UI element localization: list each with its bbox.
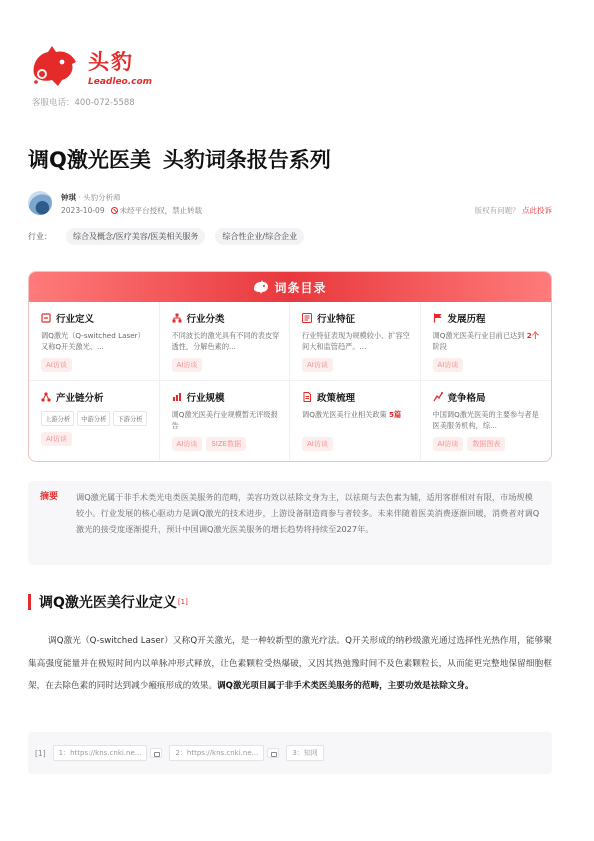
definition-paragraph [28,630,552,698]
publish-info [61,205,202,216]
ai-interview-chip[interactable]: AI访谈 [172,437,203,451]
industry-tag[interactable]: 综合性企业/综合企业 [215,228,304,245]
policy-icon [302,392,312,402]
abstract-box [28,481,552,565]
catalog-item-policy[interactable] [290,381,421,460]
reference-item[interactable] [286,745,323,761]
industry-tags [28,227,304,245]
catalog-item-industry-chain[interactable] [29,381,160,460]
page-title [28,144,331,174]
catalog-item-desc: 不同波长的激光具有不同的表皮穿透性，分解色素的... [171,331,280,351]
definition-icon [41,313,51,323]
scale-chart-icon [172,392,182,402]
reference-link[interactable]: 1：https://kns.cnki.ne... [53,745,148,761]
catalog-item-title: 行业定义 [56,314,95,325]
reference-item[interactable] [169,745,279,761]
publish-date: 2023-10-09 [61,206,105,215]
catalog-item-features[interactable] [290,302,421,381]
upstream-tag[interactable]: 上游分析 [41,411,74,426]
open-link-icon[interactable] [267,748,279,758]
entry-catalog [28,271,552,462]
author-role: · 头豹分析师 [78,193,121,202]
feature-icon [302,313,312,323]
history-desc-suffix: 阶段 [432,341,447,351]
copyright-notice [475,205,552,216]
ai-interview-chip[interactable]: AI访谈 [41,358,72,372]
catalog-title: 词条目录 [274,280,327,295]
classification-icon [172,313,182,323]
ai-interview-chip[interactable]: AI访谈 [433,437,464,451]
policy-desc-text: 调Q激光医美行业相关政策 [302,410,390,419]
catalog-item-title: 竞争格局 [447,393,486,404]
catalog-item-desc: 中国调Q激光医美的主要参与者是医美服务机构，综... [432,410,539,430]
catalog-item-title: 政策梳理 [317,393,356,404]
competition-icon [433,392,443,402]
reference-link[interactable]: 2：https://kns.cnki.ne... [169,745,264,761]
catalog-header [29,272,551,302]
open-link-icon[interactable] [150,748,162,758]
ai-interview-chip[interactable]: AI访谈 [302,358,333,372]
ai-interview-chip[interactable]: AI访谈 [41,432,72,446]
reference-item[interactable] [53,745,163,761]
catalog-item-desc [433,331,544,352]
ai-interview-chip[interactable]: AI访谈 [302,437,333,451]
policy-count: 5篇 [389,410,402,419]
history-stage-count: 2个 [526,331,539,340]
catalog-item-title: 行业规模 [186,393,225,404]
ai-interview-chip[interactable]: AI访谈 [172,358,203,372]
catalog-item-title: 发展历程 [447,314,486,325]
catalog-item-desc: 行业特征表现为规模较小、扩容空间大和监管趋严。... [302,331,410,351]
author-line [61,192,121,203]
chain-icon [41,392,51,402]
license-notice: 未经平台授权，禁止转载 [119,206,203,215]
catalog-item-definition[interactable] [29,302,160,381]
catalog-item-title: 产业链分析 [56,393,104,404]
report-link[interactable]: 点此投诉 [522,206,552,215]
section-heading [28,592,188,612]
title-topic: 调Q激光医美 [28,148,151,172]
catalog-item-desc: 调Q激光（Q-switched Laser）又称Q开关激光、... [41,331,145,351]
logo-text: 头豹 [88,50,134,74]
catalog-item-history[interactable] [421,302,552,381]
ai-interview-chip[interactable]: AI访谈 [433,358,464,372]
reference-marker[interactable]: [1] [177,598,188,606]
headleopard-logo[interactable] [28,44,153,90]
industry-label: 行业： [28,231,52,241]
title-series: 头豹词条报告系列 [162,148,331,172]
no-reprint-icon [111,207,118,214]
customer-hotline: 客服电话：400-072-5588 [32,98,135,108]
reference-link[interactable]: 3：知网 [286,745,323,761]
catalog-item-desc [302,410,412,431]
copyright-question: 版权有问题？ [474,206,520,215]
catalog-item-market-size[interactable] [160,381,291,460]
catalog-item-title: 行业分类 [186,314,225,325]
logo-domain: Leadleo.com [88,77,153,87]
author-name[interactable]: 钟琪 [61,193,76,202]
history-desc-text: 调Q激光医美行业目前已达到 [432,331,527,340]
paragraph-text: 调Q激光（Q-switched Laser）又称Q开关激光，是一种较新型的激光疗法。Q开关形成的纳秒级激光通过选择性光热作用，能够聚集高强度能量并在极短时间内以单脉冲形式释放，让色素颗粒受热爆破，又因其热弛豫时间不及色素颗粒长，从而能更完整地保留细胞框架，在去除色素的同时达到减少瘢痕形成的效果。 [28,636,552,692]
catalog-badge [253,279,326,296]
industry-tag[interactable]: 综合及概念/医疗美容/医美相关服务 [66,228,205,245]
abstract-text: 调Q激光属于非手术类光电类医美服务的范畴，美容功效以祛除文身为主，以祛斑与去色素为辅，适用客群相对有限，市场规模较小。行业发展的核心驱动力是调Q激光的技术进步，上游设备制造商参与者较多。未来伴随着医美消费逐渐回暖，消费者对调Q激光的接受度逐渐提升，预计中国调Q激光医美服务的增长趋势将持续至2027年。 [76,492,540,534]
reference-index: [1] [35,748,46,758]
abstract-label: 摘要 [40,492,59,502]
catalog-item-competition[interactable] [421,381,552,460]
heading-accent-bar [28,594,31,610]
catalog-item-classification[interactable] [160,302,291,381]
section-title: 调Q激光医美行业定义 [39,595,177,611]
midstream-tag[interactable]: 中游分析 [77,411,110,426]
catalog-item-title: 行业特征 [317,314,356,325]
history-flag-icon [433,313,443,323]
downstream-tag[interactable]: 下游分析 [113,411,146,426]
leopard-logo-icon [28,44,80,88]
paragraph-bold-text: 调Q激光项目属于非手术类医美服务的范畴，主要功效是祛除文身。 [217,681,474,692]
size-data-chip[interactable]: SIZE数据 [206,437,246,451]
data-chart-chip[interactable]: 数据图表 [467,437,505,451]
reference-list [28,732,552,774]
catalog-item-desc: 调Q激光医美行业规模暂无评级报告 [171,410,278,430]
author-avatar[interactable] [28,191,52,215]
leopard-badge-icon [253,280,269,294]
